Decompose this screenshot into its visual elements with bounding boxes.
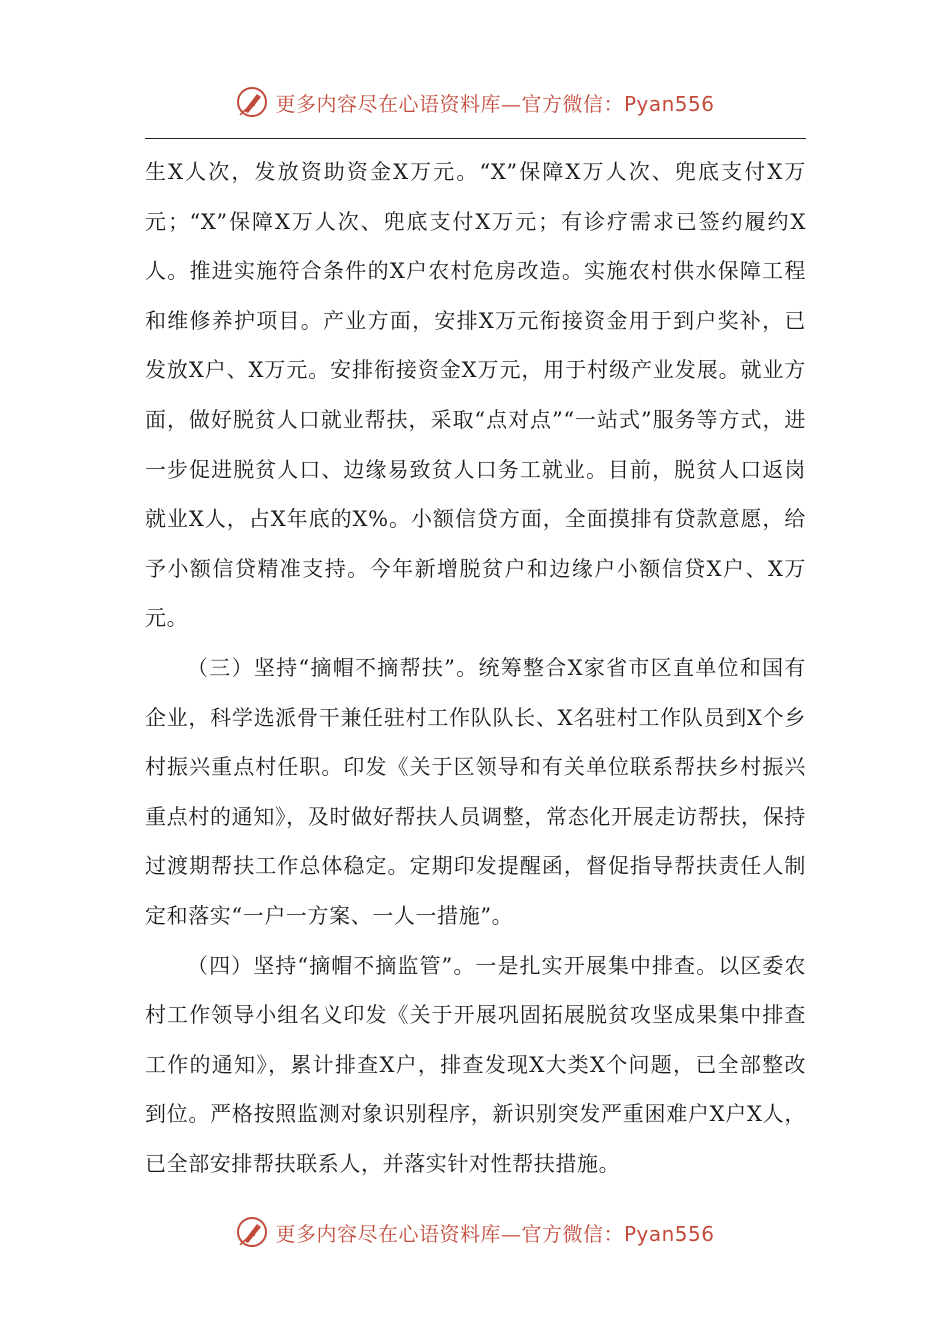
footer-banner-wechat: 官方微信：Pyan556 bbox=[521, 1221, 715, 1246]
footer-banner-main: 更多内容尽在心语资料库 bbox=[275, 1221, 501, 1246]
document-body bbox=[145, 148, 806, 1189]
header-banner-text bbox=[275, 88, 714, 117]
paragraph-1: 生X人次，发放资助资金X万元。“X”保障X万人次、兜底支付X万元；“X”保障X万人次、兜底支付X万元；有诊疗需求已签约履约X人。推进实施符合条件的X户农村危房改造。实施农村供水保障工程和维修养护项目。产业方面，安排X万元衔接资金用于到户奖补，已发放X户、X万元。安排衔接资金X万元，用于村级产业发展。就业方面，做好脱贫人口就业帮扶，采取“点对点”“一站式”服务等方式，进一步促进脱贫人口、边缘易致贫人口务工就业。目前，脱贫人口返岗就业X人，占X年底的X%。小额信贷方面，全面摸排有贷款意愿，给予小额信贷精准支持。今年新增脱贫户和边缘户小额信贷X户、X万元。 bbox=[145, 160, 806, 631]
footer-banner bbox=[0, 1212, 950, 1252]
header-banner-main: 更多内容尽在心语资料库 bbox=[275, 91, 501, 116]
footer-banner-dash: — bbox=[500, 1221, 522, 1246]
paragraph-2: （三）坚持“摘帽不摘帮扶”。统筹整合X家省市区直单位和国有企业，科学选派骨干兼任驻村工作队队长、X名驻村工作队员到X个乡村振兴重点村任职。印发《关于区领导和有关单位联系帮扶乡村振兴重点村的通知》，及时做好帮扶人员调整，常态化开展走访帮扶，保持过渡期帮扶工作总体稳定。定期印发提醒函，督促指导帮扶责任人制定和落实“一户一方案、一人一措施”。 bbox=[145, 655, 806, 928]
header-banner-dash: — bbox=[500, 91, 522, 116]
paragraph-3: （四）坚持“摘帽不摘监管”。一是扎实开展集中排查。以区委农村工作领导小组名义印发《关于开展巩固拓展脱贫攻坚成果集中排查工作的通知》，累计排查X户，排查发现X大类X个问题，已全部整改到位。严格按照监测对象识别程序，新识别突发严重困难户X户X人，已全部安排帮扶联系人，并落实针对性帮扶措施。 bbox=[145, 953, 806, 1176]
header-banner bbox=[0, 82, 950, 122]
header-banner-wechat: 官方微信：Pyan556 bbox=[521, 91, 715, 116]
pen-nib-logo-icon bbox=[235, 85, 269, 119]
pen-nib-logo-icon bbox=[235, 1215, 269, 1249]
header-rule bbox=[145, 138, 806, 139]
footer-banner-text bbox=[275, 1218, 714, 1247]
